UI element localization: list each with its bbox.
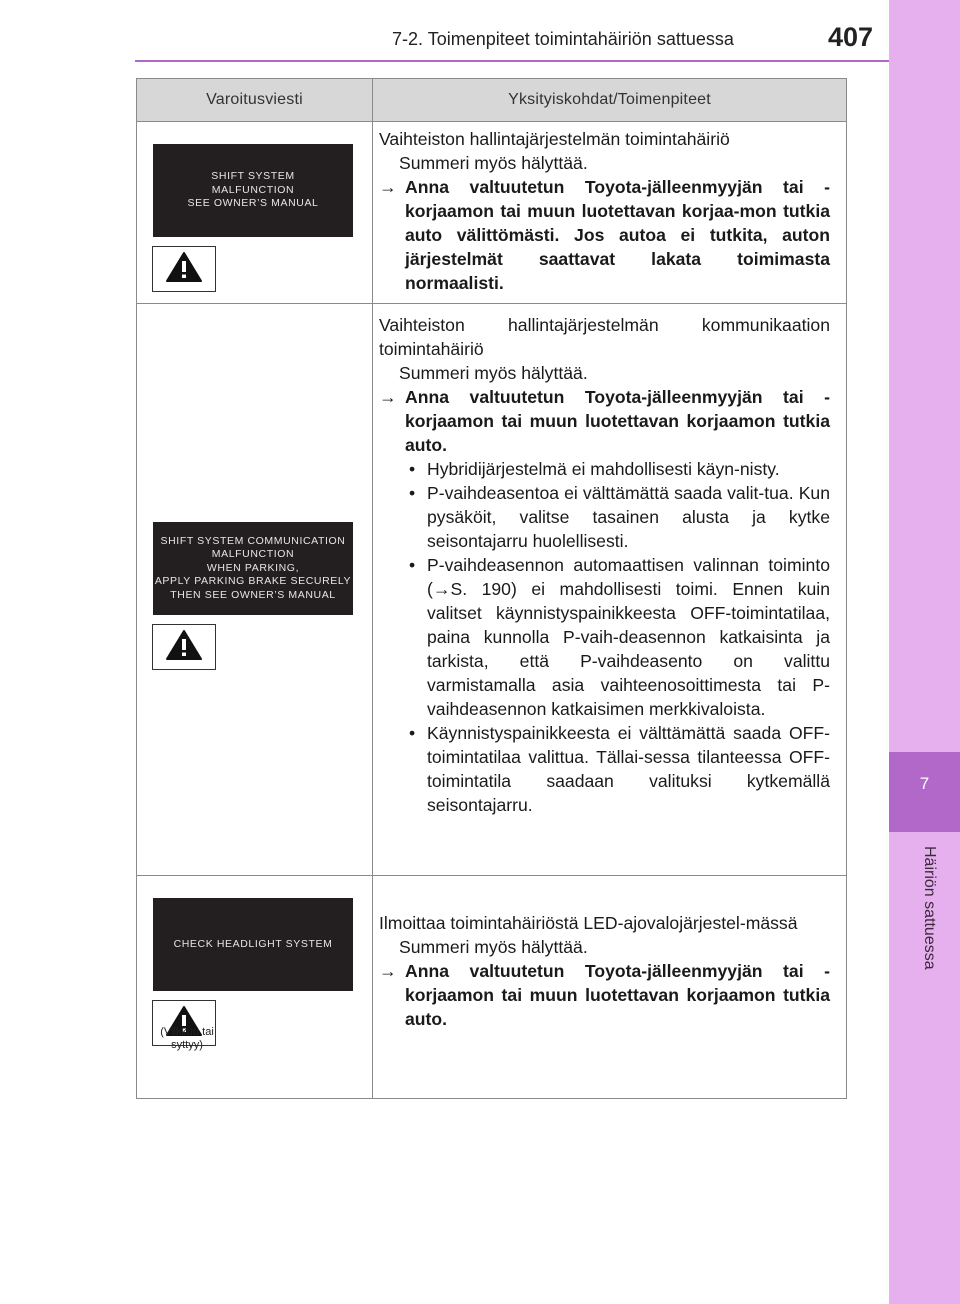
header-rule (135, 60, 889, 62)
warning-triangle-icon (165, 629, 203, 666)
buzzer-note: Summeri myös hälyttää. (399, 937, 588, 957)
message-image-cell (137, 304, 373, 876)
display-line: SHIFT SYSTEM (211, 170, 295, 183)
list-item: • Käynnistyspainikkeesta ei välttämättä saada OFF-toimintatilaa valittua. Tällai-sessa tilanteessa OFF-toimintatila saadaan valituksi kytkemällä seisontajarru. (407, 721, 830, 817)
list-item: • Hybridijärjestelmä ei mahdollisesti käyn-nisty. (407, 457, 830, 481)
warning-light-box (152, 246, 216, 292)
display-line: CHECK HEADLIGHT SYSTEM (173, 937, 333, 950)
page-number: 407 (828, 22, 874, 52)
multi-info-display (153, 898, 353, 991)
arrow-icon: → (379, 177, 397, 197)
action-text: Anna valtuutetun Toyota-jälleenmyyjän tai -korjaamon tai muun luotettavan korjaamon tutkia auto. (405, 387, 830, 455)
message-details-cell (373, 876, 847, 1099)
action-text: Anna valtuutetun Toyota-jälleenmyyjän tai -korjaamon tai muun luotettavan korjaamon tutkia auto. (405, 961, 830, 1029)
action-instruction (379, 385, 830, 457)
action-text: Anna valtuutetun Toyota-jälleenmyyjän tai -korjaamon tai muun luotettavan korjaa-mon tutkia auto välittömästi. Jos autoa ei tutkita, auton järjestelmät saattavat lakata toimimasta normaalisti. (405, 177, 830, 293)
section-title: 7-2. Toimenpiteet toimintahäiriön sattuessa (392, 29, 734, 49)
message-title: Ilmoittaa toimintahäiriöstä LED-ajovalojärjestel-mässä (379, 913, 798, 933)
display-line: SEE OWNER’S MANUAL (187, 197, 319, 210)
message-details-cell (373, 122, 847, 304)
column-header-details: Yksityiskohdat/Toimenpiteet (373, 79, 847, 122)
detail-bullet-list (379, 457, 830, 817)
chapter-sidebar (889, 0, 960, 1304)
warning-message-table (136, 78, 847, 1099)
chapter-number: 7 (919, 774, 930, 793)
icon-note: (Vilkkuu tai syttyy) (160, 1026, 214, 1051)
message-image-cell (137, 122, 373, 304)
list-item: • P-vaihdeasennon automaattisen valinnan toiminto (→S. 190) ei mahdollisesti toimi. Ennen kuin valitset käynnistyspainikkeesta OFF-toimintatilaa, paina kunnolla P-vaih-deasennon katkaisinta ja tarkista, että P-vaihdeasento on valittu varmistamalla asia vaihteenosoittimesta tai P-vaihdeasennon katkaisimen merkkivaloista. (407, 553, 830, 721)
arrow-icon: → (379, 387, 397, 407)
buzzer-note: Summeri myös hälyttää. (399, 363, 588, 383)
table-row (137, 122, 847, 304)
action-instruction (379, 959, 830, 1031)
buzzer-note: Summeri myös hälyttää. (399, 153, 588, 173)
display-line: MALFUNCTION (211, 183, 295, 196)
table-row (137, 304, 847, 876)
arrow-icon: → (379, 961, 397, 981)
message-image-cell (137, 876, 373, 1099)
chapter-title: Häiriön sattuessa (921, 846, 938, 970)
display-line: MALFUNCTION (211, 548, 295, 561)
display-line: THEN SEE OWNER’S MANUAL (170, 588, 336, 601)
table-header-row (137, 79, 847, 122)
multi-info-display (153, 144, 353, 237)
display-line: APPLY PARKING BRAKE SECURELY (154, 575, 352, 588)
message-details-cell (373, 304, 847, 876)
message-title: Vaihteiston hallintajärjestelmän kommunikaation toimintahäiriö (379, 315, 830, 359)
display-line: SHIFT SYSTEM COMMUNICATION (160, 534, 346, 547)
list-item: • P-vaihdeasentoa ei välttämättä saada valit-tua. Kun pysäköit, valitse tasainen alusta ja kytke seisontajarru huolellisesti. (407, 481, 830, 553)
message-title: Vaihteiston hallintajärjestelmän toimintahäiriö (379, 129, 730, 149)
chapter-tab[interactable] (889, 752, 960, 832)
multi-info-display (153, 522, 353, 615)
warning-triangle-icon (165, 251, 203, 288)
warning-light-box (152, 624, 216, 670)
action-instruction (379, 175, 830, 295)
column-header-message: Varoitusviesti (137, 79, 373, 122)
table-row (137, 876, 847, 1099)
display-line: WHEN PARKING, (206, 561, 300, 574)
